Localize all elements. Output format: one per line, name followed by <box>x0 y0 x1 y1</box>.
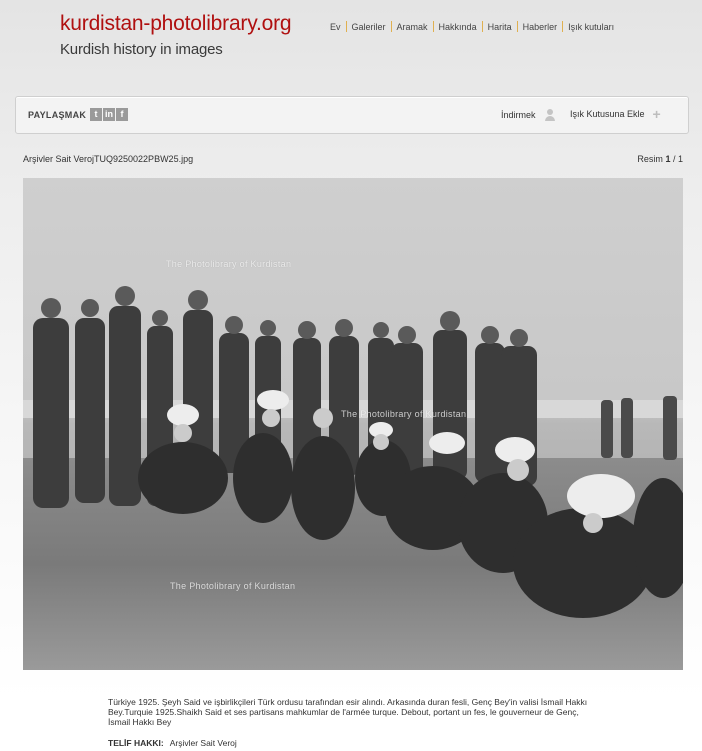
nav-item-news[interactable]: Haberler <box>522 21 558 32</box>
photo-watermark: The Photolibrary of Kurdistan <box>170 581 296 591</box>
photo-watermark: The Photolibrary of Kurdistan <box>166 259 292 269</box>
download-label: İndirmek <box>501 110 536 120</box>
facebook-icon[interactable]: f <box>116 108 128 121</box>
share-label: PAYLAŞMAK <box>28 110 87 120</box>
lightbox-label: Işık Kutusuna Ekle <box>570 109 645 119</box>
credit-label: TELİF HAKKI: <box>108 738 164 748</box>
photo-watermark: The Photolibrary of Kurdistan <box>341 409 467 419</box>
photo-illustration <box>23 178 683 670</box>
nav-item-map[interactable]: Harita <box>487 21 512 32</box>
image-counter: Resim 1 / 1 <box>637 154 683 164</box>
nav-item-home[interactable]: Ev <box>330 21 341 32</box>
nav-item-lightboxes[interactable]: Işık kutuları <box>568 21 615 32</box>
site-logo[interactable] <box>60 12 291 58</box>
photo-caption: Türkiye 1925. Şeyh Said ve işbirlikçileri Türk ordusu tarafından esir alındı. Arkasında duran fesli, Genç Bey'in valisi İsmail Hakkı Bey.Turquie 1925.Shaikh Said et ses partisans mahkumlar de l'armée turque. Debout, portant un fes, le gouverneur de Genç, İsmail Hakkı Bey <box>108 697 588 727</box>
site-tagline: Kurdish history in images <box>60 41 223 58</box>
main-nav <box>325 21 619 32</box>
photo-credit <box>108 738 237 748</box>
nav-item-search[interactable]: Aramak <box>396 21 428 32</box>
person-icon <box>544 109 556 121</box>
download-button[interactable] <box>501 109 556 121</box>
counter-total: 1 <box>677 154 683 164</box>
social-buttons <box>90 108 128 121</box>
site-title[interactable]: kurdistan-photolibrary.org <box>60 12 292 35</box>
share-toolbar <box>15 96 689 134</box>
twitter-icon[interactable]: t <box>90 108 102 121</box>
counter-current: 1 <box>665 154 671 164</box>
main-photo[interactable] <box>23 178 683 670</box>
linkedin-icon[interactable]: in <box>105 109 113 119</box>
plus-icon: + <box>652 106 661 122</box>
credit-value: Arşivler Sait Veroj <box>169 738 237 748</box>
image-filename: Arşivler Sait VerojTUQ9250022PBW25.jpg <box>23 154 194 164</box>
nav-item-about[interactable]: Hakkında <box>438 21 477 32</box>
nav-item-galleries[interactable]: Galeriler <box>351 21 386 32</box>
counter-prefix: Resim <box>637 154 663 164</box>
add-to-lightbox-button[interactable] <box>570 106 661 122</box>
